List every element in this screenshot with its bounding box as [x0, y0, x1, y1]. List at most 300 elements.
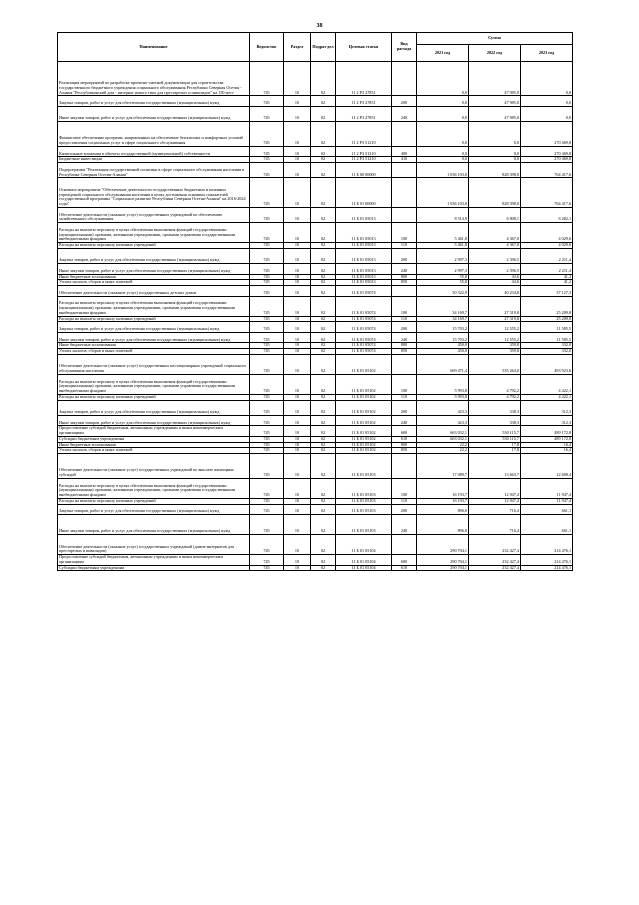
cell-section: 10	[284, 354, 311, 374]
cell-section: 10	[284, 415, 311, 426]
cell-expense-type	[392, 122, 417, 147]
cell-subsection: 02	[311, 157, 336, 163]
cell-expense-type: 110	[392, 316, 417, 322]
cell-subsection: 02	[311, 394, 336, 400]
cell-article: 11 Б 01 05074	[336, 332, 392, 343]
cell-2022: 359,8	[469, 343, 521, 349]
cell-name: Иные закупки товаров, работ и услуг для обеспечения государственных (муниципальных) нужд	[58, 332, 250, 343]
cell-name: Расходы на выплаты персоналу казенных учреждений	[58, 243, 250, 249]
cell-2021: 55,8	[417, 274, 469, 280]
cell-subsection: 02	[311, 454, 336, 479]
cell-2021: 8 514,9	[417, 207, 469, 222]
cell-section: 10	[284, 163, 311, 178]
cell-article: 11 Б 01 05013	[336, 264, 392, 275]
cell-expense-type: 800	[392, 343, 417, 349]
cell-section: 10	[284, 178, 311, 208]
cell-2021: 34 169,7	[417, 316, 469, 322]
cell-2022: 12 555,2	[469, 332, 521, 343]
cell-2022: 12 947,4	[469, 498, 521, 504]
table-row	[58, 555, 573, 566]
cell-expense-type: 200	[392, 504, 417, 515]
cell-department: 745	[250, 565, 284, 571]
cell-article: 11 Б 01 05102	[336, 374, 392, 394]
cell-department: 745	[250, 349, 284, 355]
cell-article: 11 Б 01 05102	[336, 354, 392, 374]
cell-department: 745	[250, 96, 284, 107]
cell-2021: 1 036 103,0	[417, 163, 469, 178]
cell-section: 10	[284, 555, 311, 566]
cell-2023: 11 585,5	[521, 332, 573, 343]
cell-article: 11 Б 01 05013	[336, 223, 392, 243]
cell-2021: 0,0	[417, 157, 469, 163]
cell-2023: 4 422,1	[521, 374, 573, 394]
cell-name: Расходы на выплаты персоналу в целях обеспечения выполнения функций государственными (муниципальными) органами, казенными учреждениями, органами управления государственными внебюджетными фондами	[58, 223, 250, 243]
cell-2023: 37 127,3	[521, 286, 573, 297]
cell-article: 11 Б 01 05103	[336, 504, 392, 515]
cell-department: 745	[250, 264, 284, 275]
cell-expense-type	[392, 454, 417, 479]
cell-department: 745	[250, 207, 284, 222]
cell-article: 11 Б 01 05074	[336, 286, 392, 297]
cell-section: 10	[284, 448, 311, 454]
cell-subsection: 02	[311, 146, 336, 157]
cell-department: 745	[250, 374, 284, 394]
cell-department: 745	[250, 286, 284, 297]
cell-2023: 25 209,8	[521, 296, 573, 316]
cell-section: 10	[284, 442, 311, 448]
cell-section: 10	[284, 106, 311, 121]
cell-subsection: 02	[311, 504, 336, 515]
cell-2022: 44,6	[469, 274, 521, 280]
cell-expense-type: 240	[392, 415, 417, 426]
cell-subsection: 02	[311, 332, 336, 343]
cell-department: 745	[250, 296, 284, 316]
table-row	[58, 426, 573, 437]
table-row	[58, 400, 573, 415]
cell-name: Основное мероприятие "Обеспечение деятельности государственных бюджетных и казенных учреждений социального обслуживания населения в целях достижения основных показателей государственной программы "Социальное развитие Республики Северная Осетия-Алания" на 2016-2024 годы"	[58, 178, 250, 208]
cell-2023: 332,0	[521, 343, 573, 349]
cell-subsection: 02	[311, 96, 336, 107]
cell-name: Расходы на выплаты персоналу в целях обеспечения выполнения функций государственными (муниципальными) органами, казенными учреждениями, органами управления государственными внебюджетными фондами	[58, 478, 250, 498]
cell-name: Закупка товаров, работ и услуг для обеспечения государственных (муниципальных) нужд	[58, 504, 250, 515]
cell-department: 745	[250, 394, 284, 400]
cell-expense-type	[392, 207, 417, 222]
cell-2022: 4 367,0	[469, 243, 521, 249]
cell-subsection: 02	[311, 349, 336, 355]
cell-2022: 17,8	[469, 448, 521, 454]
cell-2021: 423,3	[417, 415, 469, 426]
cell-expense-type: 800	[392, 442, 417, 448]
cell-article: 11 Б 01 05104	[336, 555, 392, 566]
cell-name: Закупка товаров, работ и услуг для обеспечения государственных (муниципальных) нужд	[58, 322, 250, 333]
cell-subsection: 02	[311, 515, 336, 535]
cell-2023: 0,0	[521, 96, 573, 107]
cell-2022: 530 115,7	[469, 426, 521, 437]
cell-section: 10	[284, 565, 311, 571]
cell-subsection: 02	[311, 316, 336, 322]
cell-2023: 764 417,6	[521, 163, 573, 178]
cell-2023: 41,2	[521, 280, 573, 286]
cell-2022: 359,8	[469, 349, 521, 355]
cell-2021: 896,0	[417, 515, 469, 535]
cell-subsection: 02	[311, 555, 336, 566]
header-article: Целевая статья	[336, 33, 392, 62]
cell-2023: 0,0	[521, 106, 573, 121]
cell-section: 10	[284, 454, 311, 479]
cell-expense-type: 240	[392, 106, 417, 121]
cell-section: 10	[284, 394, 311, 400]
cell-subsection: 02	[311, 322, 336, 333]
cell-2023: 661,1	[521, 515, 573, 535]
cell-expense-type: 110	[392, 243, 417, 249]
cell-2022: 27 319,8	[469, 296, 521, 316]
cell-2021: 2 997,3	[417, 264, 469, 275]
cell-article: 11 Б 01 05102	[336, 426, 392, 437]
cell-subsection: 02	[311, 274, 336, 280]
cell-2023: 214 476,1	[521, 535, 573, 555]
cell-subsection: 02	[311, 448, 336, 454]
cell-2023: 764 417,6	[521, 178, 573, 208]
cell-2023: 12 608,4	[521, 454, 573, 479]
cell-expense-type: 400	[392, 146, 417, 157]
cell-2023: 332,0	[521, 349, 573, 355]
cell-section: 10	[284, 478, 311, 498]
cell-section: 10	[284, 316, 311, 322]
cell-department: 745	[250, 243, 284, 249]
cell-section: 10	[284, 243, 311, 249]
cell-name: Финансовое обеспечение программ, направленных на обеспечение безопасных и комфортных условий предоставления социальных услуг в сфере социального обслуживания	[58, 122, 250, 147]
cell-2021: 450,0	[417, 343, 469, 349]
cell-subsection: 02	[311, 243, 336, 249]
cell-department: 745	[250, 400, 284, 415]
cell-2023: 41,2	[521, 274, 573, 280]
cell-department: 745	[250, 343, 284, 349]
cell-2022: 40 234,8	[469, 286, 521, 297]
cell-2021: 0,0	[417, 106, 469, 121]
cell-subsection: 02	[311, 286, 336, 297]
cell-name: Иные бюджетные ассигнования	[58, 274, 250, 280]
cell-section: 10	[284, 332, 311, 343]
cell-expense-type: 410	[392, 157, 417, 163]
table-row	[58, 106, 573, 121]
cell-section: 10	[284, 146, 311, 157]
cell-section: 10	[284, 296, 311, 316]
cell-name: Расходы на выплаты персоналу в целях обеспечения выполнения функций государственными (муниципальными) органами, казенными учреждениями, органами управления государственными внебюджетными фондами	[58, 296, 250, 316]
cell-2022: 27 319,8	[469, 316, 521, 322]
cell-name: Обеспечение деятельности (оказание услуг) государственных детских домов	[58, 286, 250, 297]
cell-department: 745	[250, 515, 284, 535]
cell-article: 11 2 P3 27851	[336, 62, 392, 96]
cell-section: 10	[284, 248, 311, 263]
cell-name: Иные закупки товаров, работ и услуг для обеспечения государственных (муниципальных) нужд	[58, 106, 250, 121]
cell-expense-type: 610	[392, 436, 417, 442]
cell-section: 10	[284, 286, 311, 297]
cell-name: Иные закупки товаров, работ и услуг для обеспечения государственных (муниципальных) нужд	[58, 264, 250, 275]
cell-expense-type: 200	[392, 322, 417, 333]
cell-name: Субсидии бюджетным учреждениям	[58, 436, 250, 442]
cell-subsection: 02	[311, 442, 336, 448]
cell-section: 10	[284, 223, 311, 243]
cell-department: 745	[250, 332, 284, 343]
table-row	[58, 248, 573, 263]
cell-expense-type: 800	[392, 274, 417, 280]
cell-section: 10	[284, 207, 311, 222]
cell-2021: 663 032,1	[417, 426, 469, 437]
cell-2023: 661,1	[521, 504, 573, 515]
cell-2022: 2 396,5	[469, 264, 521, 275]
cell-name: Расходы на выплаты персоналу в целях обеспечения выполнения функций государственными (муниципальными) органами, казенными учреждениями, органами управления государственными внебюджетными фондами	[58, 374, 250, 394]
cell-2021: 2 997,3	[417, 248, 469, 263]
cell-subsection: 02	[311, 178, 336, 208]
cell-department: 745	[250, 478, 284, 498]
cell-2023: 214 476,1	[521, 555, 573, 566]
cell-subsection: 02	[311, 478, 336, 498]
cell-2022: 0,0	[469, 146, 521, 157]
cell-department: 745	[250, 426, 284, 437]
cell-name: Обеспечение деятельности (оказание услуг) государственных учреждений по выплате жилищных субсидий	[58, 454, 250, 479]
cell-department: 745	[250, 248, 284, 263]
cell-2023: 6 282,1	[521, 207, 573, 222]
cell-article: 11 Б 01 05103	[336, 478, 392, 498]
cell-2023: 4 029,6	[521, 243, 573, 249]
cell-2022: 4 367,0	[469, 223, 521, 243]
cell-article: 11 Б 01 05074	[336, 296, 392, 316]
cell-expense-type: 200	[392, 400, 417, 415]
cell-article: 11 Б 01 05074	[336, 316, 392, 322]
cell-subsection: 02	[311, 163, 336, 178]
cell-department: 745	[250, 555, 284, 566]
cell-2021: 16 193,7	[417, 498, 469, 504]
cell-name: Закупка товаров, работ и услуг для обеспечения государственных (муниципальных) нужд	[58, 400, 250, 415]
cell-2022: 4 792,2	[469, 394, 521, 400]
cell-article: 11 Б 01 05103	[336, 515, 392, 535]
cell-name: Иные бюджетные ассигнования	[58, 343, 250, 349]
cell-2021: 15 703,2	[417, 322, 469, 333]
cell-2021: 0,0	[417, 122, 469, 147]
cell-expense-type: 110	[392, 394, 417, 400]
cell-2022: 6 808,1	[469, 207, 521, 222]
cell-article: 11 Б 01 05074	[336, 343, 392, 349]
cell-subsection: 02	[311, 343, 336, 349]
cell-article: 11 Б 01 05102	[336, 448, 392, 454]
cell-2023: 2 211,4	[521, 264, 573, 275]
cell-subsection: 02	[311, 415, 336, 426]
cell-2021: 50 322,9	[417, 286, 469, 297]
cell-name: Обеспечение деятельности (оказание услуг) государственных учреждений (домов-интернатов для престарелых и инвалидов)	[58, 535, 250, 555]
cell-name: Расходы на выплаты персоналу казенных учреждений	[58, 394, 250, 400]
cell-2021: 0,0	[417, 62, 469, 96]
cell-expense-type: 850	[392, 349, 417, 355]
table-row	[58, 146, 573, 157]
cell-department: 745	[250, 106, 284, 121]
table-row	[58, 565, 573, 571]
cell-2022: 4 792,2	[469, 374, 521, 394]
table-body	[58, 62, 573, 571]
cell-subsection: 02	[311, 106, 336, 121]
table-row	[58, 332, 573, 343]
cell-2021: 22,2	[417, 448, 469, 454]
cell-subsection: 02	[311, 400, 336, 415]
cell-2023: 4 422,1	[521, 394, 573, 400]
cell-department: 745	[250, 436, 284, 442]
cell-2022: 828 398,0	[469, 163, 521, 178]
cell-2021: 1 036 103,0	[417, 178, 469, 208]
cell-section: 10	[284, 349, 311, 355]
cell-article: 11 2 P3 51210	[336, 122, 392, 147]
cell-expense-type: 850	[392, 448, 417, 454]
cell-department: 745	[250, 146, 284, 157]
cell-name: Обеспечение деятельности (оказание услуг) государственных учреждений по обеспечению хозяйственного обслуживания	[58, 207, 250, 222]
header-year-2022: 2022 год	[469, 45, 521, 62]
cell-2022: 0,0	[469, 157, 521, 163]
table-row	[58, 122, 573, 147]
cell-2021: 17 089,7	[417, 454, 469, 479]
cell-2021: 896,0	[417, 504, 469, 515]
cell-2021: 15 703,2	[417, 332, 469, 343]
header-year-2023: 2023 год	[521, 45, 573, 62]
cell-department: 745	[250, 454, 284, 479]
cell-2023: 16,4	[521, 442, 573, 448]
cell-section: 10	[284, 62, 311, 96]
cell-section: 10	[284, 122, 311, 147]
cell-2022: 44,6	[469, 280, 521, 286]
cell-subsection: 02	[311, 62, 336, 96]
cell-2021: 5 993,8	[417, 394, 469, 400]
cell-subsection: 02	[311, 565, 336, 571]
cell-2022: 338,3	[469, 415, 521, 426]
table-row	[58, 264, 573, 275]
cell-2022: 47 985,0	[469, 62, 521, 96]
header-section: Раздел	[284, 33, 311, 62]
cell-2023: 312,3	[521, 400, 573, 415]
table-row	[58, 163, 573, 178]
cell-department: 745	[250, 322, 284, 333]
cell-2022: 2 396,5	[469, 248, 521, 263]
cell-article: 11 Б 01 05013	[336, 207, 392, 222]
table-row	[58, 178, 573, 208]
cell-subsection: 02	[311, 535, 336, 555]
cell-name: Расходы на выплаты персоналу казенных учреждений	[58, 498, 250, 504]
cell-article: 11 Б 00 00000	[336, 163, 392, 178]
cell-2021: 5 461,8	[417, 243, 469, 249]
table-row	[58, 535, 573, 555]
cell-name: Иные бюджетные ассигнования	[58, 442, 250, 448]
header-department: Ведомство	[250, 33, 284, 62]
cell-article: 11 Б 01 05102	[336, 400, 392, 415]
cell-article: 11 Б 01 05102	[336, 394, 392, 400]
cell-2023: 2 211,4	[521, 248, 573, 263]
cell-article: 11 Б 01 05104	[336, 535, 392, 555]
cell-department: 745	[250, 157, 284, 163]
cell-department: 745	[250, 62, 284, 96]
cell-article: 11 Б 01 05102	[336, 442, 392, 448]
cell-department: 745	[250, 354, 284, 374]
cell-subsection: 02	[311, 223, 336, 243]
cell-article: 11 Б 01 05074	[336, 322, 392, 333]
cell-subsection: 02	[311, 374, 336, 394]
cell-2023: 4 029,6	[521, 223, 573, 243]
cell-2021: 5 461,8	[417, 223, 469, 243]
cell-name: Обеспечение деятельности (оказание услуг) государственных нестационарных учреждений социального обслуживания населения	[58, 354, 250, 374]
cell-subsection: 02	[311, 122, 336, 147]
cell-name: Уплата налогов, сборов и иных платежей	[58, 280, 250, 286]
cell-2022: 232 427,4	[469, 555, 521, 566]
cell-2023: 270 469,8	[521, 122, 573, 147]
cell-article: 11 Б 01 00000	[336, 178, 392, 208]
cell-2021: 5 993,8	[417, 374, 469, 394]
cell-expense-type: 240	[392, 515, 417, 535]
cell-2023: 312,3	[521, 415, 573, 426]
table-row	[58, 354, 573, 374]
cell-section: 10	[284, 374, 311, 394]
table-row	[58, 415, 573, 426]
table-row	[58, 322, 573, 333]
cell-section: 10	[284, 280, 311, 286]
cell-2021: 0,0	[417, 146, 469, 157]
cell-article: 11 Б 01 05103	[336, 498, 392, 504]
cell-expense-type: 200	[392, 248, 417, 263]
cell-2022: 0,0	[469, 122, 521, 147]
cell-department: 745	[250, 535, 284, 555]
cell-name: Закупка товаров, работ и услуг для обеспечения государственных (муниципальных) нужд	[58, 96, 250, 107]
cell-article: 11 Б 01 05102	[336, 415, 392, 426]
cell-section: 10	[284, 436, 311, 442]
cell-expense-type: 240	[392, 332, 417, 343]
cell-2022: 47 985,0	[469, 96, 521, 107]
cell-2023: 11 947,4	[521, 498, 573, 504]
cell-2023: 493 923,6	[521, 354, 573, 374]
table-row	[58, 478, 573, 498]
cell-2023: 16,4	[521, 448, 573, 454]
cell-2022: 232 427,4	[469, 565, 521, 571]
table-row	[58, 96, 573, 107]
cell-2022: 828 398,0	[469, 178, 521, 208]
cell-name: Субсидии бюджетным учреждениям	[58, 565, 250, 571]
cell-2021: 290 704,1	[417, 535, 469, 555]
cell-2021: 423,3	[417, 400, 469, 415]
cell-expense-type	[392, 62, 417, 96]
cell-section: 10	[284, 264, 311, 275]
cell-2021: 290 704,1	[417, 565, 469, 571]
cell-section: 10	[284, 343, 311, 349]
header-year-2021: 2021 год	[417, 45, 469, 62]
cell-name: Предоставление субсидий бюджетным, автономным учреждениям и иным некоммерческим организациям	[58, 426, 250, 437]
cell-expense-type: 100	[392, 374, 417, 394]
cell-expense-type	[392, 535, 417, 555]
cell-name: Уплата налогов, сборов и иных платежей	[58, 349, 250, 355]
table-row	[58, 504, 573, 515]
table-row	[58, 286, 573, 297]
cell-subsection: 02	[311, 436, 336, 442]
cell-2021: 0,0	[417, 96, 469, 107]
cell-2021: 450,0	[417, 349, 469, 355]
cell-2021: 22,2	[417, 442, 469, 448]
cell-2021: 290 704,1	[417, 555, 469, 566]
cell-expense-type: 850	[392, 280, 417, 286]
cell-expense-type	[392, 286, 417, 297]
cell-name: Реализация мероприятий по разработке проектно-сметной документации для строительства государственного бюджетного учреждения социального обслуживания Республики Северная Осетия - Алания "Республиканский дом - интернат нового типа для престарелых и инвалидов" на 150 мест	[58, 62, 250, 96]
cell-2023: 11 585,5	[521, 322, 573, 333]
cell-department: 745	[250, 274, 284, 280]
cell-article: 11 2 P3 27851	[336, 106, 392, 121]
cell-expense-type	[392, 178, 417, 208]
cell-subsection: 02	[311, 207, 336, 222]
cell-expense-type: 600	[392, 555, 417, 566]
cell-expense-type: 100	[392, 478, 417, 498]
cell-subsection: 02	[311, 354, 336, 374]
header-expense-type: Вид расхода	[392, 33, 417, 62]
budget-table	[57, 32, 573, 571]
